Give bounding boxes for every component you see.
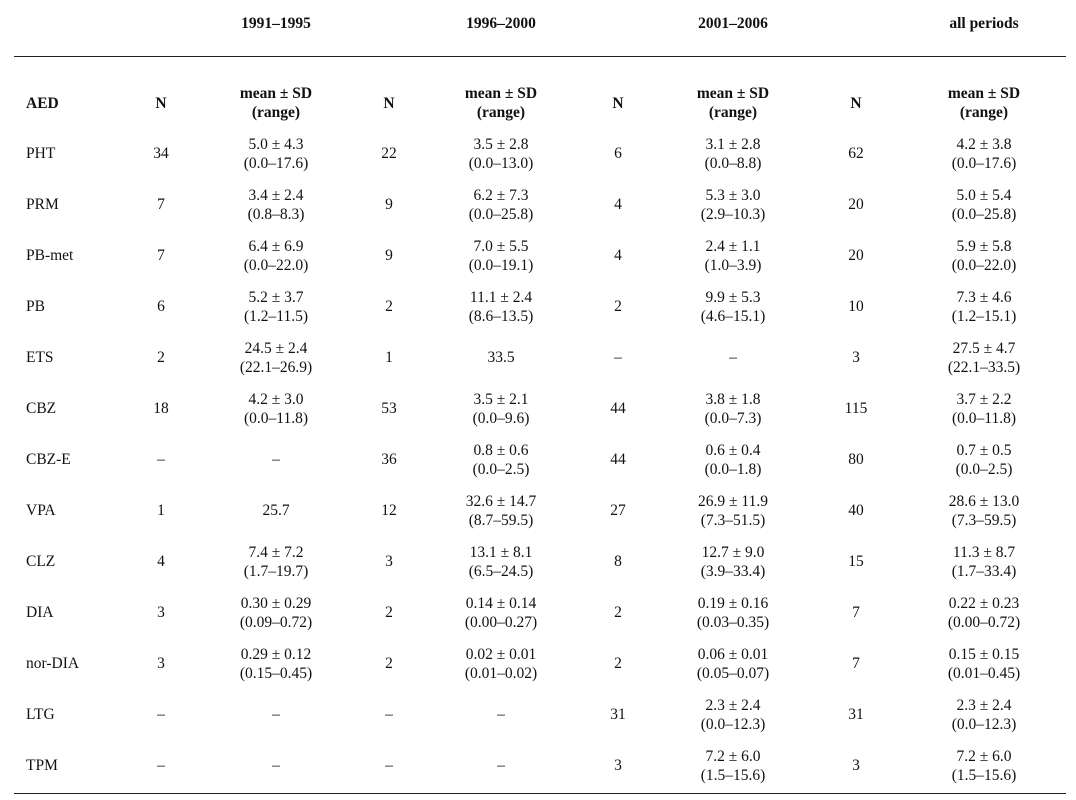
range-value: (0.0–1.8)	[704, 460, 762, 478]
mean-sd-value: 25.7	[262, 502, 290, 519]
period-header: all periods	[949, 14, 1019, 32]
mean-sd-cell	[902, 230, 1066, 281]
range-value: (1.0–3.9)	[704, 256, 762, 274]
mean-sd-value: 3.5 ± 2.1	[473, 390, 529, 408]
table-row	[14, 638, 1066, 689]
mean-sd-value: 3.7 ± 2.2	[956, 390, 1012, 408]
range-value: (1.5–15.6)	[700, 766, 766, 784]
aed-cell: CBZ-E	[26, 451, 71, 468]
aed-cell: PRM	[26, 196, 59, 213]
n-cell: 80	[848, 451, 864, 468]
range-value: (0.0–22.0)	[243, 256, 309, 274]
column-header-n: N	[850, 94, 862, 112]
range-value: (1.7–33.4)	[951, 562, 1017, 580]
mean-sd-value: 0.02 ± 0.01	[465, 645, 537, 663]
mean-sd-cell	[902, 740, 1066, 791]
mean-sd-cell	[902, 179, 1066, 230]
mean-sd-cell	[902, 332, 1066, 383]
mean-sd-value: 28.6 ± 13.0	[948, 492, 1020, 510]
n-cell: 40	[848, 502, 864, 519]
period-header-row	[14, 0, 1066, 46]
column-header-aed: AED	[26, 94, 59, 112]
range-value: (1.5–15.6)	[951, 766, 1017, 784]
mean-sd-cell	[196, 434, 356, 485]
mean-sd-cell	[422, 740, 580, 791]
mean-sd-cell	[422, 332, 580, 383]
mean-sd-cell	[196, 383, 356, 434]
mean-sd-cell	[422, 230, 580, 281]
n-cell: 9	[385, 247, 393, 264]
mean-sd-cell	[422, 587, 580, 638]
n-cell: 3	[614, 757, 622, 774]
mean-sd-cell	[656, 536, 810, 587]
aed-cell: ETS	[26, 349, 54, 366]
aed-cell: PHT	[26, 145, 56, 162]
mean-sd-value: –	[497, 757, 505, 774]
mean-sd-cell	[196, 587, 356, 638]
table-row	[14, 587, 1066, 638]
mean-sd-value: 0.15 ± 0.15	[948, 645, 1020, 663]
mean-sd-cell	[902, 587, 1066, 638]
mean-sd-value: –	[272, 451, 280, 468]
range-value: (1.2–11.5)	[244, 307, 308, 325]
mean-sd-cell	[656, 434, 810, 485]
n-cell: 2	[385, 604, 393, 621]
n-cell: 9	[385, 196, 393, 213]
n-cell: 2	[614, 298, 622, 315]
mean-sd-cell	[656, 587, 810, 638]
range-value: (0.0–12.3)	[951, 715, 1017, 733]
n-cell: 53	[381, 400, 397, 417]
range-value: (0.0–12.3)	[700, 715, 766, 733]
n-cell: 31	[848, 706, 864, 723]
table-body	[14, 128, 1066, 791]
period-header: 1996–2000	[466, 14, 536, 32]
mean-sd-value: 3.8 ± 1.8	[705, 390, 761, 408]
column-header-n: N	[612, 94, 624, 112]
n-cell: 1	[157, 502, 165, 519]
mean-sd-cell	[196, 179, 356, 230]
mean-sd-value: 7.0 ± 5.5	[473, 237, 529, 255]
mean-sd-value: 0.06 ± 0.01	[697, 645, 769, 663]
bottom-rule	[14, 793, 1066, 794]
mean-sd-value: 0.30 ± 0.29	[240, 594, 312, 612]
mean-sd-value: 24.5 ± 2.4	[244, 339, 308, 357]
aed-cell: TPM	[26, 757, 58, 774]
range-value: (0.0–8.8)	[704, 154, 762, 172]
table-row	[14, 485, 1066, 536]
range-value: (0.05–0.07)	[696, 664, 770, 682]
n-cell: 7	[157, 247, 165, 264]
n-cell: 20	[848, 247, 864, 264]
mean-sd-value: 26.9 ± 11.9	[698, 492, 768, 510]
n-cell: 7	[157, 196, 165, 213]
table-row	[14, 281, 1066, 332]
table-row	[14, 179, 1066, 230]
mean-sd-value: 12.7 ± 9.0	[701, 543, 765, 561]
aed-cell: nor-DIA	[26, 655, 80, 672]
mean-sd-cell	[422, 383, 580, 434]
range-value: (1.2–15.1)	[951, 307, 1017, 325]
mean-sd-cell	[902, 638, 1066, 689]
range-value: (3.9–33.4)	[700, 562, 766, 580]
mean-sd-value: 9.9 ± 5.3	[705, 288, 761, 306]
n-cell: 2	[614, 604, 622, 621]
mean-sd-value: 3.4 ± 2.4	[248, 186, 304, 204]
range-value: (0.0–25.8)	[951, 205, 1017, 223]
n-cell: 3	[385, 553, 393, 570]
mean-sd-cell	[196, 128, 356, 179]
range-value: (0.0–2.5)	[472, 460, 530, 478]
n-cell: 15	[848, 553, 864, 570]
mean-sd-cell	[656, 638, 810, 689]
range-value: (0.0–13.0)	[468, 154, 534, 172]
mean-sd-cell	[902, 128, 1066, 179]
range-value: (0.8–8.3)	[247, 205, 305, 223]
period-header: 1991–1995	[241, 14, 311, 32]
mean-sd-value: 5.0 ± 5.4	[956, 186, 1012, 204]
aed-cell: VPA	[26, 502, 56, 519]
range-value: (8.7–59.5)	[468, 511, 534, 529]
n-cell: 7	[852, 655, 860, 672]
mean-sd-value: 5.2 ± 3.7	[248, 288, 304, 306]
n-cell: 7	[852, 604, 860, 621]
mean-sd-cell	[422, 281, 580, 332]
n-cell: 12	[381, 502, 397, 519]
range-value: (6.5–24.5)	[468, 562, 534, 580]
mean-sd-value: –	[729, 349, 737, 366]
range-value: (0.0–11.8)	[952, 409, 1016, 427]
n-cell: 3	[157, 604, 165, 621]
range-value: (7.3–51.5)	[700, 511, 766, 529]
mean-sd-cell	[196, 638, 356, 689]
range-value: (0.0–22.0)	[951, 256, 1017, 274]
n-cell: 44	[610, 451, 626, 468]
range-value: (0.0–11.8)	[244, 409, 308, 427]
mean-sd-cell	[422, 689, 580, 740]
mean-sd-cell	[422, 485, 580, 536]
mean-sd-value: –	[272, 706, 280, 723]
mean-sd-value: 13.1 ± 8.1	[469, 543, 533, 561]
mean-sd-value: 0.22 ± 0.23	[948, 594, 1020, 612]
mean-sd-value: 32.6 ± 14.7	[465, 492, 537, 510]
range-value: (0.0–9.6)	[472, 409, 530, 427]
mean-sd-cell	[656, 383, 810, 434]
table-row	[14, 434, 1066, 485]
table-row	[14, 230, 1066, 281]
column-header-mean: mean ± SD (range)	[239, 85, 313, 121]
range-value: (0.09–0.72)	[239, 613, 313, 631]
n-cell: 18	[153, 400, 169, 417]
range-value: (0.01–0.45)	[947, 664, 1021, 682]
range-value: (1.7–19.7)	[243, 562, 309, 580]
table-row	[14, 332, 1066, 383]
aed-cell: DIA	[26, 604, 54, 621]
table-row	[14, 740, 1066, 791]
mean-sd-value: 5.3 ± 3.0	[705, 186, 761, 204]
mean-sd-value: 3.5 ± 2.8	[473, 135, 529, 153]
n-cell: –	[157, 757, 165, 774]
range-value: (2.9–10.3)	[700, 205, 766, 223]
mean-sd-value: –	[272, 757, 280, 774]
n-cell: –	[157, 706, 165, 723]
range-value: (22.1–33.5)	[947, 358, 1021, 376]
n-cell: 3	[852, 349, 860, 366]
range-value: (22.1–26.9)	[239, 358, 313, 376]
mean-sd-value: 4.2 ± 3.8	[956, 135, 1012, 153]
mean-sd-cell	[902, 536, 1066, 587]
table-row	[14, 689, 1066, 740]
mean-sd-cell	[196, 485, 356, 536]
n-cell: 44	[610, 400, 626, 417]
range-value: (0.0–17.6)	[243, 154, 309, 172]
n-cell: 10	[848, 298, 864, 315]
range-value: (0.0–2.5)	[955, 460, 1013, 478]
mean-sd-value: 0.6 ± 0.4	[705, 441, 761, 459]
n-cell: –	[385, 757, 393, 774]
range-value: (0.0–17.6)	[951, 154, 1017, 172]
mean-sd-cell	[656, 179, 810, 230]
mean-sd-value: –	[497, 706, 505, 723]
aed-cell: PB-met	[26, 247, 74, 264]
range-value: (0.03–0.35)	[696, 613, 770, 631]
mean-sd-cell	[656, 485, 810, 536]
mean-sd-value: 0.8 ± 0.6	[473, 441, 529, 459]
aed-cell: PB	[26, 298, 45, 315]
mean-sd-cell	[196, 536, 356, 587]
mean-sd-cell	[656, 689, 810, 740]
mean-sd-cell	[196, 332, 356, 383]
table-row	[14, 383, 1066, 434]
n-cell: 62	[848, 145, 864, 162]
period-header: 2001–2006	[698, 14, 768, 32]
mean-sd-cell	[902, 434, 1066, 485]
mean-sd-value: 0.14 ± 0.14	[465, 594, 537, 612]
range-value: (0.15–0.45)	[239, 664, 313, 682]
mean-sd-cell	[902, 689, 1066, 740]
n-cell: 8	[614, 553, 622, 570]
column-header-n: N	[155, 94, 167, 112]
mean-sd-cell	[656, 281, 810, 332]
range-value: (0.0–19.1)	[468, 256, 534, 274]
mean-sd-cell	[656, 740, 810, 791]
n-cell: 34	[153, 145, 169, 162]
range-value: (0.0–7.3)	[704, 409, 762, 427]
range-value: (4.6–15.1)	[700, 307, 766, 325]
mean-sd-cell	[656, 332, 810, 383]
mean-sd-value: 27.5 ± 4.7	[952, 339, 1016, 357]
n-cell: 6	[614, 145, 622, 162]
n-cell: 2	[385, 298, 393, 315]
mean-sd-cell	[196, 230, 356, 281]
n-cell: 4	[614, 247, 622, 264]
mean-sd-value: 11.3 ± 8.7	[952, 543, 1016, 561]
mean-sd-value: 6.2 ± 7.3	[473, 186, 529, 204]
n-cell: 2	[614, 655, 622, 672]
range-value: (0.00–0.27)	[464, 613, 538, 631]
aed-cell: CLZ	[26, 553, 56, 570]
n-cell: 2	[157, 349, 165, 366]
mean-sd-value: 2.3 ± 2.4	[705, 696, 761, 714]
mean-sd-cell	[422, 179, 580, 230]
mean-sd-cell	[196, 281, 356, 332]
mean-sd-value: 11.1 ± 2.4	[469, 288, 533, 306]
mean-sd-value: 7.4 ± 7.2	[248, 543, 304, 561]
aed-cell: LTG	[26, 706, 55, 723]
n-cell: 4	[614, 196, 622, 213]
mean-sd-value: 7.2 ± 6.0	[956, 747, 1012, 765]
n-cell: 22	[381, 145, 397, 162]
mean-sd-cell	[902, 383, 1066, 434]
mean-sd-value: 2.3 ± 2.4	[956, 696, 1012, 714]
mean-sd-cell	[196, 689, 356, 740]
mean-sd-value: 5.9 ± 5.8	[956, 237, 1012, 255]
n-cell: –	[157, 451, 165, 468]
n-cell: 115	[844, 400, 868, 417]
mean-sd-cell	[422, 434, 580, 485]
range-value: (0.01–0.02)	[464, 664, 538, 682]
n-cell: 2	[385, 655, 393, 672]
mean-sd-cell	[196, 740, 356, 791]
mean-sd-cell	[656, 230, 810, 281]
column-header-mean: mean ± SD (range)	[464, 85, 538, 121]
mean-sd-value: 5.0 ± 4.3	[248, 135, 304, 153]
range-value: (0.00–0.72)	[947, 613, 1021, 631]
mean-sd-cell	[902, 281, 1066, 332]
n-cell: 36	[381, 451, 397, 468]
mean-sd-value: 33.5	[487, 349, 515, 366]
range-value: (0.0–25.8)	[468, 205, 534, 223]
n-cell: 20	[848, 196, 864, 213]
mean-sd-cell	[422, 128, 580, 179]
column-header-mean: mean ± SD (range)	[947, 85, 1021, 121]
mean-sd-value: 2.4 ± 1.1	[705, 237, 761, 255]
n-cell: –	[614, 349, 622, 366]
n-cell: –	[385, 706, 393, 723]
n-cell: 3	[157, 655, 165, 672]
mean-sd-value: 6.4 ± 6.9	[248, 237, 304, 255]
column-header-row	[14, 78, 1066, 128]
n-cell: 4	[157, 553, 165, 570]
table-row	[14, 536, 1066, 587]
column-header-mean: mean ± SD (range)	[696, 85, 770, 121]
mean-sd-cell	[422, 536, 580, 587]
mean-sd-value: 3.1 ± 2.8	[705, 135, 761, 153]
mean-sd-value: 0.29 ± 0.12	[240, 645, 312, 663]
mean-sd-cell	[422, 638, 580, 689]
n-cell: 27	[610, 502, 626, 519]
mean-sd-cell	[656, 128, 810, 179]
n-cell: 1	[385, 349, 393, 366]
range-value: (8.6–13.5)	[468, 307, 534, 325]
column-header-n: N	[383, 94, 395, 112]
n-cell: 3	[852, 757, 860, 774]
mean-sd-value: 7.3 ± 4.6	[956, 288, 1012, 306]
table-page	[14, 0, 1066, 800]
mean-sd-value: 0.19 ± 0.16	[697, 594, 769, 612]
range-value: (7.3–59.5)	[951, 511, 1017, 529]
mean-sd-value: 0.7 ± 0.5	[956, 441, 1012, 459]
n-cell: 6	[157, 298, 165, 315]
mean-sd-value: 4.2 ± 3.0	[248, 390, 304, 408]
n-cell: 31	[610, 706, 626, 723]
mean-sd-value: 7.2 ± 6.0	[705, 747, 761, 765]
aed-cell: CBZ	[26, 400, 57, 417]
aed-concentration-table	[14, 0, 1066, 791]
table-row	[14, 128, 1066, 179]
mean-sd-cell	[902, 485, 1066, 536]
